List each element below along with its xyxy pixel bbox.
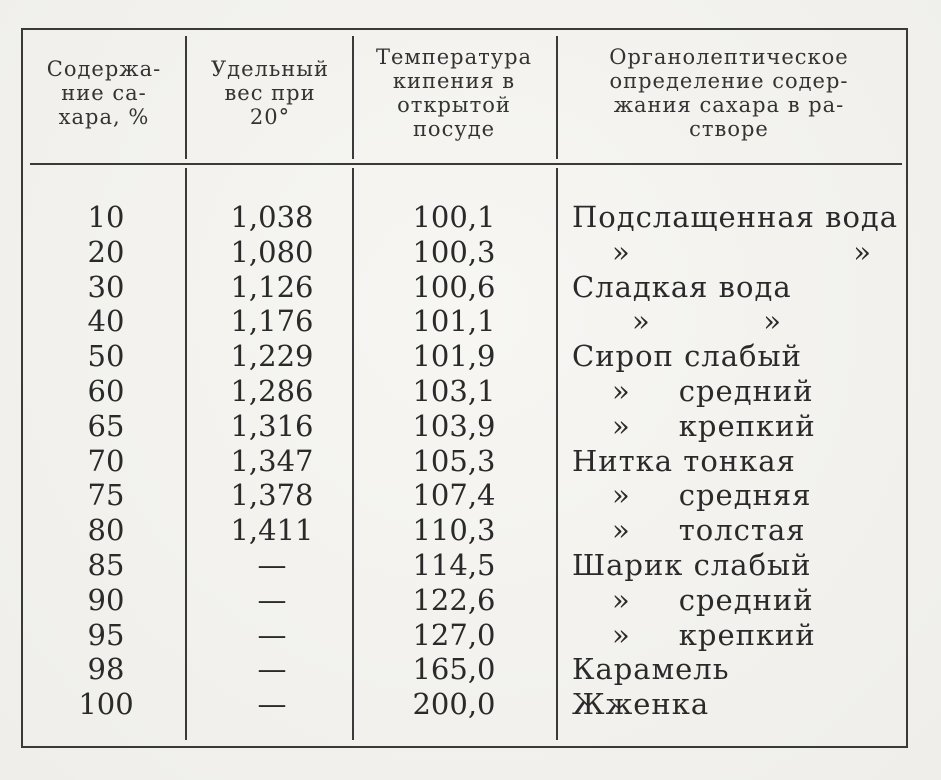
cell-gravity: 1,176 — [230, 304, 314, 339]
description-text: крепкий — [678, 617, 816, 652]
cell-sugar: 10 — [87, 200, 125, 234]
header-divider — [30, 163, 902, 165]
ditto-mark: » — [612, 408, 631, 443]
table-row — [0, 200, 941, 235]
cell-description: Сладкая вода — [572, 269, 792, 304]
cell-sugar: 60 — [87, 373, 125, 408]
ditto-mark: » — [612, 513, 631, 548]
cell-boil: 107,4 — [412, 478, 496, 513]
cell-description: Шарик слабый — [572, 547, 812, 582]
header-line: жания сахара в ра- — [613, 93, 845, 117]
header-line: кипения в — [392, 69, 516, 93]
cell-sugar: 65 — [87, 408, 125, 443]
cell-sugar: 50 — [87, 339, 125, 374]
cell-gravity: 1,347 — [230, 443, 314, 478]
header-line: определение содер- — [609, 69, 849, 93]
table-row — [0, 548, 941, 583]
cell-description — [572, 235, 902, 269]
ditto-mark: » — [632, 304, 651, 339]
cell-sugar: 98 — [87, 652, 125, 687]
description-text: средняя — [678, 478, 812, 513]
cell-gravity: — — [257, 582, 287, 617]
ditto-pair — [572, 304, 782, 338]
cell-description — [572, 374, 902, 408]
table-row — [0, 687, 941, 722]
cell-gravity: 1,411 — [230, 513, 314, 548]
header-line: Содержа- — [46, 57, 162, 81]
cell-boil: 101,9 — [412, 339, 496, 374]
cell-description — [572, 478, 902, 512]
cell-gravity: 1,038 — [230, 200, 314, 234]
header-organoleptic — [562, 45, 896, 141]
cell-description — [572, 409, 902, 443]
cell-description — [572, 513, 902, 547]
header-line: посуде — [412, 117, 496, 141]
ditto-mark: » — [853, 234, 872, 269]
table-row — [0, 235, 941, 270]
cell-gravity: — — [257, 547, 287, 582]
cell-sugar: 40 — [87, 304, 125, 339]
cell-gravity: 1,229 — [230, 339, 314, 374]
cell-gravity: 1,378 — [230, 478, 314, 513]
cell-gravity: — — [257, 687, 287, 722]
cell-sugar: 90 — [87, 582, 125, 617]
cell-gravity: 1,286 — [230, 373, 314, 408]
cell-boil: 110,3 — [412, 513, 496, 548]
column-divider-2-header — [352, 36, 354, 159]
cell-boil: 127,0 — [412, 617, 496, 652]
cell-description: Жженка — [572, 687, 710, 722]
header-line: вес при — [224, 81, 316, 105]
table-row — [0, 444, 941, 479]
table-row — [0, 652, 941, 687]
cell-boil: 101,1 — [412, 304, 496, 339]
cell-sugar: 85 — [87, 547, 125, 582]
cell-sugar: 95 — [87, 617, 125, 652]
header-line: ние са- — [61, 81, 147, 105]
ditto-mark: » — [612, 373, 631, 408]
table-row — [0, 409, 941, 444]
header-sugar-content — [30, 57, 178, 129]
cell-boil: 122,6 — [412, 582, 496, 617]
ditto-mark: » — [612, 617, 631, 652]
cell-description: Подслащенная вода — [572, 200, 899, 234]
cell-sugar: 80 — [87, 513, 125, 548]
cell-boil: 100,6 — [412, 269, 496, 304]
table-row — [0, 374, 941, 409]
cell-description — [572, 304, 902, 338]
header-line: Температура — [375, 45, 533, 69]
table-row — [0, 513, 941, 548]
table-row — [0, 478, 941, 513]
header-line: Органолептическое — [609, 45, 849, 69]
description-text: средний — [678, 582, 814, 617]
cell-sugar: 100 — [78, 687, 134, 722]
header-line: хара, % — [58, 105, 150, 129]
table-row — [0, 304, 941, 339]
table-row — [0, 618, 941, 653]
cell-boil: 103,9 — [412, 408, 496, 443]
cell-boil: 114,5 — [412, 547, 496, 582]
cell-gravity: — — [257, 652, 287, 687]
cell-gravity: 1,316 — [230, 408, 314, 443]
header-line: открытой — [397, 93, 511, 117]
description-text: средний — [678, 373, 814, 408]
cell-description: Нитка тонкая — [572, 443, 796, 478]
cell-gravity: 1,080 — [230, 234, 314, 269]
table-row — [0, 583, 941, 618]
cell-gravity: 1,126 — [230, 269, 314, 304]
description-text: толстая — [678, 513, 806, 548]
ditto-mark: » — [612, 478, 631, 513]
table-body — [0, 200, 941, 722]
cell-boil: 105,3 — [412, 443, 496, 478]
cell-boil: 100,1 — [412, 200, 496, 234]
ditto-pair — [572, 235, 872, 269]
cell-boil: 103,1 — [412, 373, 496, 408]
cell-boil: 200,0 — [412, 687, 496, 722]
ditto-mark: » — [763, 304, 782, 339]
cell-sugar: 30 — [87, 269, 125, 304]
cell-description — [572, 583, 902, 617]
cell-sugar: 20 — [87, 234, 125, 269]
cell-boil: 100,3 — [412, 234, 496, 269]
cell-description: Сироп слабый — [572, 339, 802, 374]
table-row — [0, 270, 941, 305]
cell-description — [572, 618, 902, 652]
column-divider-3-header — [556, 36, 558, 159]
cell-sugar: 70 — [87, 443, 125, 478]
header-boiling-temperature — [356, 45, 552, 141]
cell-sugar: 75 — [87, 478, 125, 513]
header-line: створе — [689, 117, 769, 141]
cell-gravity: — — [257, 617, 287, 652]
table-row — [0, 339, 941, 374]
header-line: Удельный — [210, 57, 329, 81]
header-specific-gravity — [192, 57, 348, 129]
cell-description: Карамель — [572, 652, 730, 687]
column-divider-1-header — [185, 36, 187, 159]
header-line: 20° — [249, 105, 291, 129]
cell-boil: 165,0 — [412, 652, 496, 687]
ditto-mark: » — [612, 582, 631, 617]
description-text: крепкий — [678, 408, 816, 443]
ditto-mark: » — [612, 234, 631, 269]
